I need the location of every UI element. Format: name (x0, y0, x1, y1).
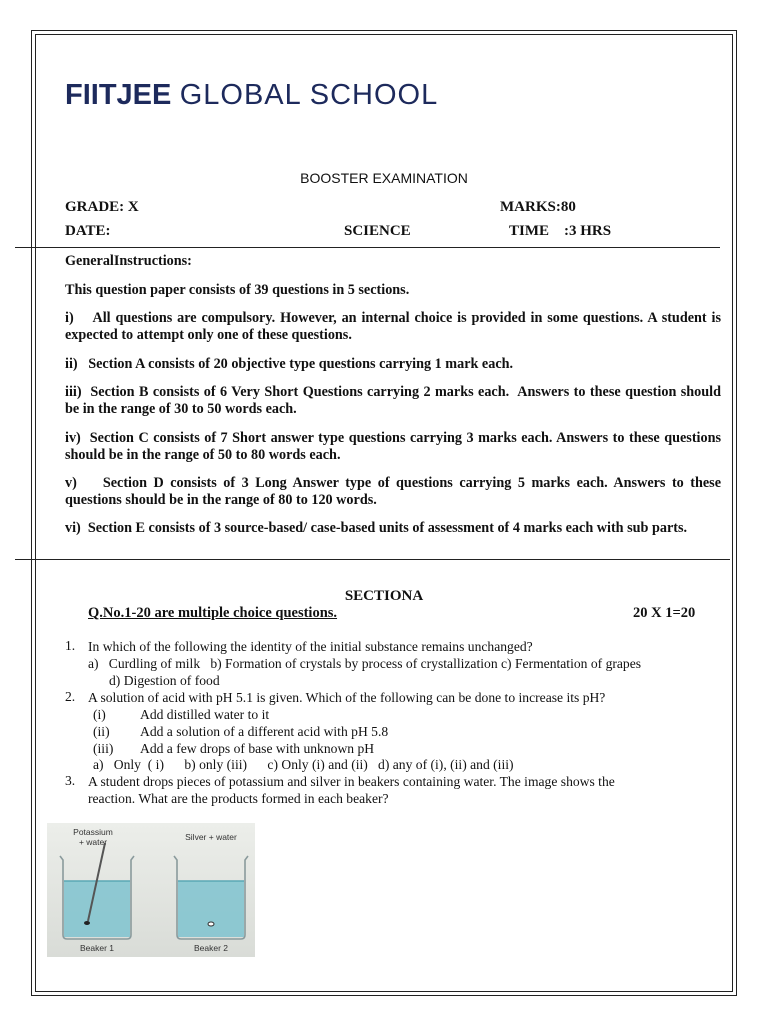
instruction-item: iv) Section C consists of 7 Short answer type questions carrying 3 marks each. Answers to these questions should be in the range of 50 to 80 words each. (65, 430, 725, 463)
instruction-item: i) All questions are compulsory. However, an internal choice is provided in some questions. A student is expected to attempt only one of these questions. (65, 310, 725, 343)
question-options: a) Only ( i) b) only (iii) c) Only (i) and (ii) d) any of (i), (ii) and (iii) (93, 757, 514, 772)
marks-label: MARKS:80 (500, 199, 576, 215)
sub-item-text: Add a few drops of base with unknown pH (140, 741, 375, 756)
time-label: TIME :3 HRS (509, 223, 612, 239)
beaker-1-caption: Potassium + water (73, 827, 113, 847)
question-text: A solution of acid with pH 5.1 is given. Which of the following can be done to increase its pH? (88, 690, 606, 705)
sub-item-number: (ii) (93, 724, 110, 739)
date-label: DATE: (65, 223, 111, 239)
logo-school-name: GLOBAL SCHOOL (179, 79, 439, 111)
exam-title: BOOSTER EXAMINATION (300, 170, 468, 186)
instruction-item: v) Section D consists of 3 Long Answer type of questions carrying 5 marks each. Answers to these questions should be in the range of 80 to 120 words. (65, 475, 725, 508)
instruction-item: iii) Section B consists of 6 Very Short Questions carrying 2 marks each. Answers to these question should be in the range of 30 to 50 words each. (65, 384, 725, 417)
question-text: In which of the following the identity of the initial substance remains unchanged? (88, 639, 533, 654)
question-number: 2. (65, 689, 76, 704)
sub-item-number: (i) (93, 707, 106, 722)
beaker-figure (47, 823, 255, 957)
subject-label: SCIENCE (344, 223, 411, 239)
question-options: d) Digestion of food (109, 673, 220, 688)
mcq-heading: Q.No.1-20 are multiple choice questions. (88, 605, 338, 621)
school-logo (65, 79, 438, 111)
section-title: SECTIONA (344, 588, 424, 604)
grade-label: GRADE: X (65, 199, 139, 215)
sub-item-text: Add distilled water to it (140, 707, 270, 722)
instructions-title: GeneralInstructions: (65, 253, 192, 269)
question-number: 1. (65, 638, 76, 653)
question-text: reaction. What are the products formed in each beaker? (88, 791, 389, 806)
mcq-marks: 20 X 1=20 (633, 605, 696, 621)
question-number: 3. (65, 773, 76, 788)
instruction-item: ii) Section A consists of 20 objective type questions carrying 1 mark each. (65, 356, 514, 372)
header-divider (15, 247, 720, 248)
beaker-2-label: Beaker 2 (193, 943, 229, 953)
beaker-2-caption: Silver + water (185, 832, 237, 842)
instructions-intro: This question paper consists of 39 questions in 5 sections. (65, 282, 410, 298)
sub-item-number: (iii) (93, 741, 114, 756)
question-options: a) Curdling of milk b) Formation of crystals by process of crystallization c) Fermentation of grapes (88, 656, 642, 671)
question-text: A student drops pieces of potassium and silver in beakers containing water. The image shows the (88, 774, 615, 789)
instruction-item: vi) Section E consists of 3 source-based/ case-based units of assessment of 4 marks each with sub parts. (65, 520, 688, 536)
logo-brand: FIITJEE (65, 79, 172, 111)
sub-item-text: Add a solution of a different acid with pH 5.8 (140, 724, 389, 739)
instructions-divider (15, 559, 730, 560)
beaker-1-label: Beaker 1 (79, 943, 115, 953)
